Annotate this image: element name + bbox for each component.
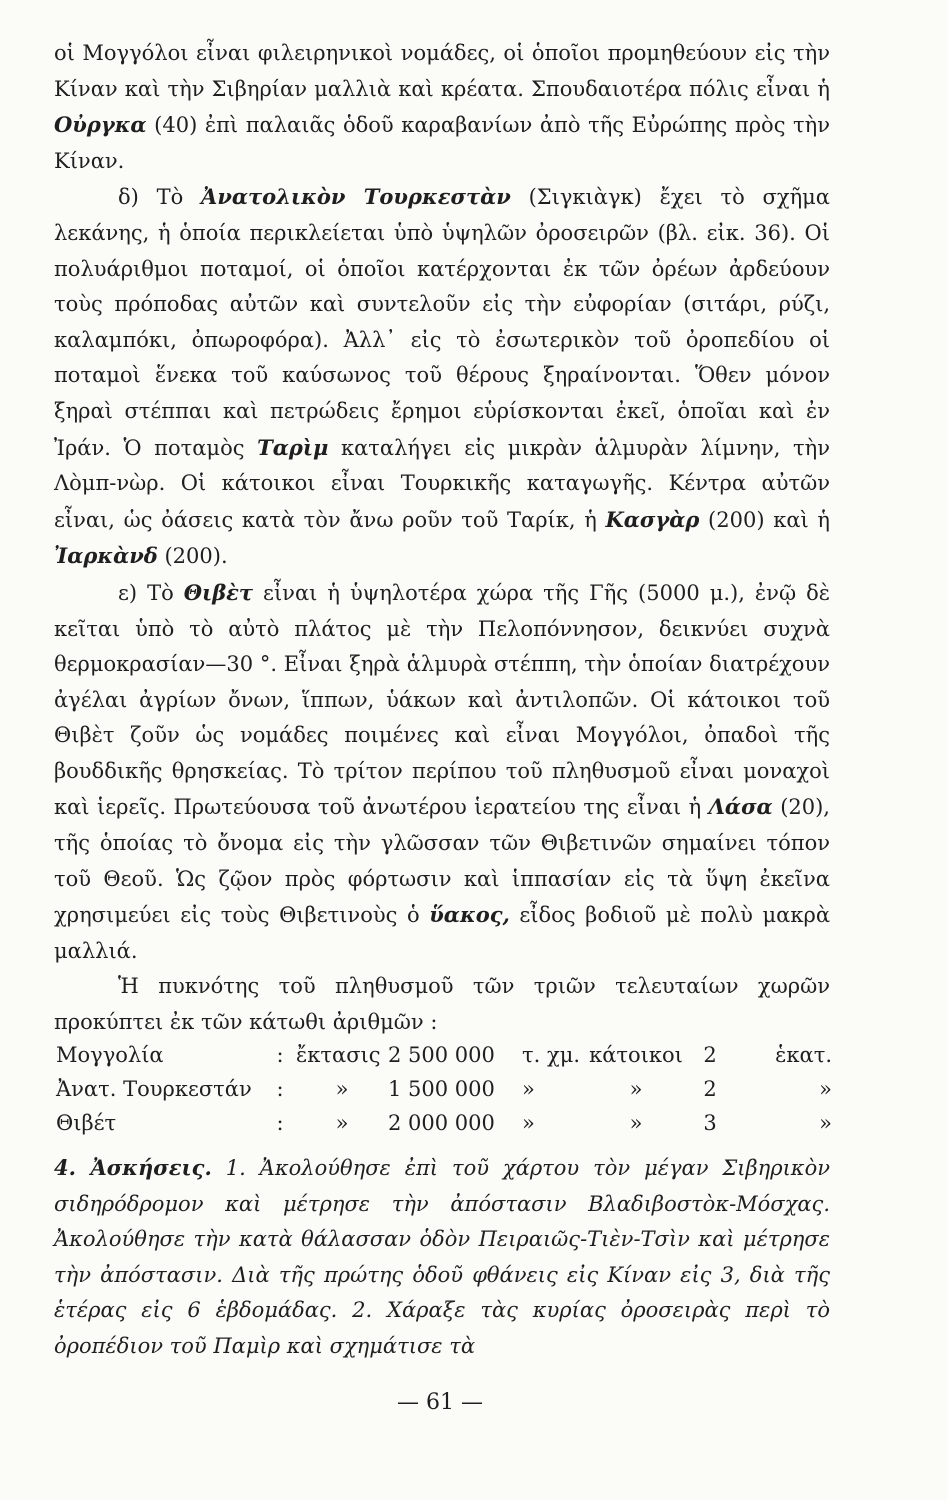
text-run: δ) Τὸ <box>118 185 202 210</box>
area-unit: » <box>522 1111 535 1135</box>
density-value: 2 <box>703 1077 717 1101</box>
paragraph-tibet <box>54 575 830 970</box>
density-unit: » <box>819 1111 832 1135</box>
colon: : <box>276 1111 284 1135</box>
exercises-heading: 4. Ἀσκήσεις. <box>54 1155 212 1180</box>
paragraph-east-turkestan <box>54 179 830 575</box>
country-name: Ἀνατ. Τουρκεστάν <box>56 1077 252 1101</box>
area-value: 2 500 000 <box>388 1043 495 1067</box>
term-tibet: Θιβὲτ <box>183 579 254 605</box>
table-row <box>56 1038 832 1072</box>
colon: : <box>276 1043 284 1067</box>
table-row <box>56 1106 832 1140</box>
text-run: (200) καὶ ἡ <box>699 507 830 532</box>
area-unit: τ. χμ. <box>522 1043 581 1067</box>
exercises-text: 1. Ἀκολούθησε ἐπὶ τοῦ χάρτου τὸν μέγαν Σιβηρικὸν σιδηρόδρομον καὶ μέτρησε τὴν ἀπόστασιν Βλαδιβοστὸκ-Μόσχας. Ἀκολούθησε τὴν κατὰ θάλασσαν ὁδὸν Πειραιῶς-Τιὲν-Τσὶν καὶ μέτρησε τὴν ἀπόστασιν. Διὰ τῆς πρώτης ὁδοῦ φθάνεις εἰς Κίναν εἰς 3, διὰ τῆς ἑτέρας εἰς 6 ἑβδομάδας. 2. Χάραξε τὰς κυρίας ὀροσειρὰς περὶ τὸ ὀροπέδιον τοῦ Παμὶρ καὶ σχημάτισε τὰ <box>54 1156 830 1358</box>
country-name: Θιβέτ <box>56 1111 117 1135</box>
area-value: 2 000 000 <box>388 1111 495 1135</box>
term-east-turkestan: Ἀνατολικὸν Τουρκεστὰν <box>201 184 511 210</box>
density-unit: » <box>819 1077 832 1101</box>
text-run: ε) Τὸ <box>118 580 184 605</box>
term-urga: Οὐργκα <box>54 112 147 138</box>
text-run: (Σιγκιὰγκ) ἔχει τὸ σχῆμα λεκάνης, ἡ ὁποία περικλείεται ὑπὸ ὑψηλῶν ὀροσειρῶν (βλ. εἰκ. 36). Οἱ πολυάριθμοι ποταμοί, οἱ ὁποῖοι κατέρχονται ἐκ τῶν ὀρέων ἀρδεύουν τοὺς πρόποδας αὐτῶν καὶ συντελοῦν εἰς τὴν εὐφορίαν (σιτάρι, ρύζι, καλαμπόκι, ὀπωροφόρα). Ἀλλ᾽ εἰς τὸ ἐσωτερικὸν τοῦ ὀροπεδίου οἱ ποταμοὶ ἕνεκα τοῦ καύσωνος τοῦ θέρους ξηραίνονται. Ὅθεν μόνον ξηραὶ στέππαι καὶ πετρώδεις ἔρημοι εὑρίσκονται ἐκεῖ, ὁποῖαι καὶ ἐν Ἰράν. Ὁ ποταμὸς <box>54 185 830 460</box>
term-yak: ὕακος, <box>429 902 510 928</box>
term-yarkand: Ἰαρκὰνδ <box>54 543 158 569</box>
text-run: οἱ Μογγόλοι εἶναι φιλειρηνικοὶ νομάδες, οἱ ὁποῖοι προμηθεύουν εἰς τὴν Κίναν καὶ τὴν Σιβηρίαν μαλλιὰ καὶ κρέατα. Σπουδαιοτέρα πόλις εἶναι ἡ <box>54 41 830 101</box>
page-number: — 61 — <box>397 1390 483 1415</box>
area-label: » <box>335 1077 349 1101</box>
text-run: εἶδος βοδιοῦ μὲ πολὺ μακρὰ μαλλιά. <box>54 903 830 963</box>
area-value: 1 500 000 <box>388 1077 495 1101</box>
text-run: (200). <box>157 544 228 569</box>
density-value: 3 <box>703 1111 717 1135</box>
density-unit: ἑκατ. <box>775 1043 832 1067</box>
text-run: (20), τῆς ὁποίας τὸ ὄνομα εἰς τὴν γλῶσσαν τῶν Θιβετινῶν σημαίνει τόπον τοῦ Θεοῦ. Ὡς ζῷον πρὸς φόρτωσιν καὶ ἱππασίαν εἰς τὰ ὕψη ἐκεῖνα χρησιμεύει εἰς τοὺς Θιβετινοὺς ὁ <box>54 795 830 928</box>
area-label: » <box>335 1111 349 1135</box>
density-value: 2 <box>703 1043 717 1067</box>
term-kashgar: Κασγὰρ <box>605 506 700 532</box>
table-row <box>56 1072 832 1106</box>
density-table <box>56 1038 832 1140</box>
term-lhasa: Λάσα <box>708 794 773 820</box>
colon: : <box>276 1077 284 1101</box>
area-unit: » <box>522 1077 535 1101</box>
paragraph-density: Ἡ πυκνότης τοῦ πληθυσμοῦ τῶν τριῶν τελευταίων χωρῶν προκύπτει ἐκ τῶν κάτωθι ἀριθμῶν : <box>54 974 830 1035</box>
country-name: Μογγολία <box>56 1043 164 1067</box>
paragraph-intro <box>54 36 830 179</box>
text-run: καταλήγει εἰς μικρὰν ἁλμυρὰν λίμνην, τὴν Λὸμπ-νὼρ. Οἱ κάτοικοι εἶναι Τουρκικῆς καταγωγῆς. Κέντρα αὐτῶν εἶναι, ὡς ὀάσεις κατὰ τὸν ἄνω ροῦν τοῦ Ταρίκ, ἡ <box>54 435 830 532</box>
term-tarim: Ταρὶμ <box>257 434 329 460</box>
text-run: εἶναι ἡ ὑψηλοτέρα χώρα τῆς Γῆς (5000 μ.), ἐνῷ δὲ κεῖται ὑπὸ τὸ αὐτὸ πλάτος μὲ τὴν Πελοπόννησον, δεικνύει συχνὰ θερμοκρασίαν—30 °. Εἶναι ξηρὰ ἁλμυρὰ στέππη, τὴν ὁποίαν διατρέχουν ἀγέλαι ἀγρίων ὄνων, ἵππων, ὑάκων καὶ ἀντιλοπῶν. Οἱ κάτοικοι τοῦ Θιβὲτ ζοῦν ὡς νομάδες ποιμένες καὶ εἶναι Μογγόλοι, ὀπαδοὶ τῆς βουδδικῆς θρησκείας. Τὸ τρίτον περίπου τοῦ πληθυσμοῦ εἶναι μοναχοὶ καὶ ἱερεῖς. Πρωτεύουσα τοῦ ἀνωτέρου ἱερατείου της εἶναι ἡ <box>54 580 830 820</box>
exercises-section <box>54 1150 830 1365</box>
main-text <box>54 36 830 1041</box>
inhabitants-label: » <box>629 1111 643 1135</box>
area-label: ἔκτασις <box>296 1043 381 1067</box>
text-run: (40) ἐπὶ παλαιᾶς ὁδοῦ καραβανίων ἀπὸ τῆς Εὐρώπης πρὸς τὴν Κίναν. <box>54 113 830 173</box>
inhabitants-label: » <box>629 1077 643 1101</box>
inhabitants-label: κάτοικοι <box>589 1043 683 1067</box>
